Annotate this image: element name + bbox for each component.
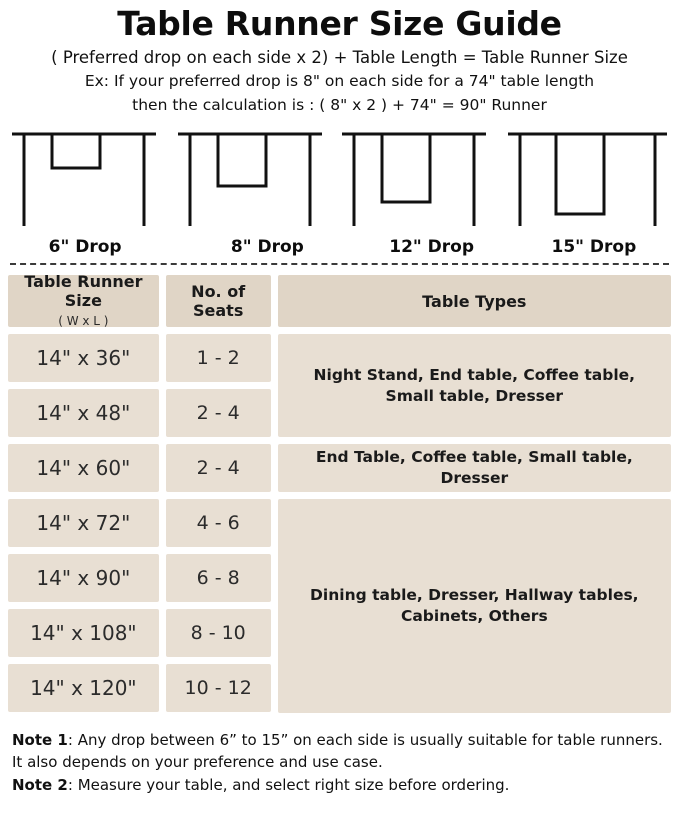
drop-illustrations-svg bbox=[8, 126, 671, 236]
table-row: 2 - 4 bbox=[166, 444, 271, 492]
example-line-1: Ex: If your preferred drop is 8" on each side for a 74" table length bbox=[84, 72, 595, 90]
table-row: 14" x 48" bbox=[8, 389, 159, 437]
note-1-label: Note 1 bbox=[12, 731, 68, 749]
note-2 bbox=[12, 774, 667, 796]
size-chart-table bbox=[8, 271, 671, 720]
table-row: 4 - 6 bbox=[166, 499, 271, 547]
table-row: End Table, Coffee table, Small table, Dresser bbox=[278, 444, 671, 492]
drop-label-row bbox=[8, 237, 671, 257]
table-row: 8 - 10 bbox=[166, 609, 271, 657]
formula-text: ( Preferred drop on each side x 2) + Table Length = Table Runner Size bbox=[51, 48, 628, 67]
table-row: 14" x 36" bbox=[8, 334, 159, 382]
drop-label-8: 8" Drop bbox=[230, 237, 304, 257]
column-seats bbox=[166, 275, 271, 719]
note-2-label: Note 2 bbox=[12, 776, 68, 794]
table-drop-diagram bbox=[8, 126, 671, 236]
size-guide-page bbox=[0, 4, 679, 830]
table-row: 6 - 8 bbox=[166, 554, 271, 602]
page-title: Table Runner Size Guide bbox=[117, 4, 562, 43]
table-row: Night Stand, End table, Coffee table, Small table, Dresser bbox=[278, 334, 671, 437]
header-table-types-label: Table Types bbox=[422, 291, 527, 311]
table-row: 14" x 72" bbox=[8, 499, 159, 547]
table-row: 14" x 90" bbox=[8, 554, 159, 602]
header-seats bbox=[166, 275, 271, 327]
drop-label-12: 12" Drop bbox=[389, 237, 475, 257]
header-table-types bbox=[278, 275, 671, 327]
header-seats-label: No. of Seats bbox=[191, 282, 246, 320]
header-runner-size-label: Table Runner Size bbox=[24, 271, 143, 310]
example-line-2: then the calculation is : ( 8" x 2 ) + 74" = 90" Runner bbox=[132, 96, 547, 114]
table-row: 1 - 2 bbox=[166, 334, 271, 382]
drop-label-15: 15" Drop bbox=[551, 237, 637, 257]
column-table-types bbox=[278, 275, 671, 720]
header-subtitle-block bbox=[8, 46, 671, 117]
table-row: 14" x 60" bbox=[8, 444, 159, 492]
notes-section bbox=[8, 729, 671, 796]
note-1 bbox=[12, 729, 667, 773]
header-runner-size bbox=[8, 271, 159, 328]
note-1-text: : Any drop between 6” to 15” on each side is usually suitable for table runners. It also depends on your preference and use case. bbox=[12, 731, 663, 771]
table-row: 14" x 120" bbox=[8, 664, 159, 712]
column-runner-size bbox=[8, 271, 159, 719]
table-row: 14" x 108" bbox=[8, 609, 159, 657]
table-row: Dining table, Dresser, Hallway tables, Cabinets, Others bbox=[278, 499, 671, 713]
header-runner-size-sub: ( W x L ) bbox=[58, 313, 109, 328]
table-row: 2 - 4 bbox=[166, 389, 271, 437]
note-2-text: : Measure your table, and select right size before ordering. bbox=[67, 776, 510, 794]
table-row: 10 - 12 bbox=[166, 664, 271, 712]
section-divider bbox=[10, 263, 669, 265]
drop-label-6: 6" Drop bbox=[48, 237, 122, 257]
